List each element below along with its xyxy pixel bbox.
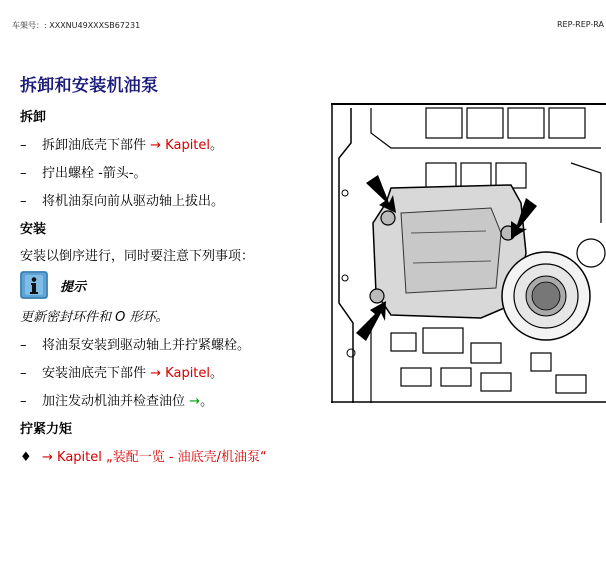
torque-item [20,446,267,465]
removal-heading: 拆卸 [20,110,47,125]
install-intro: 安装以倒序进行，同时要注意下列事项： [20,249,255,264]
torque-link[interactable]: → Kapitel „装配一览 - 油底壳/机油泵“ [42,450,267,465]
step-text: 将油泵安装到驱动轴上并拧紧螺栓。 [42,338,251,353]
step-text: 加注发动机油并检查油位 [42,394,186,409]
install-step-1 [20,334,250,353]
arrow-link[interactable]: → [189,394,201,409]
step-text: 安装油底壳下部件 [42,366,147,381]
step-end: 。 [200,394,214,409]
dash-marker: – [20,194,27,209]
note-label: 提示 [60,280,87,295]
torque-heading: 拧紧力矩 [20,422,73,437]
step-end: 。 [210,366,224,381]
kapitel-link[interactable]: → Kapitel [150,138,211,153]
oil-pump-diagram [331,103,606,403]
step-text: 拆卸油底壳下部件 [42,138,147,153]
removal-step-1 [20,134,223,153]
removal-step-3 [20,190,224,209]
kapitel-link[interactable]: → Kapitel [150,366,211,381]
note-text: 更新密封环件和 O 形环。 [20,310,169,325]
step-text: 拧出螺栓 -箭头-。 [42,166,147,181]
dash-marker: – [20,138,27,153]
info-icon [20,271,48,299]
step-end: 。 [210,138,224,153]
install-heading: 安装 [20,222,47,237]
bullet-marker: ♦ [20,450,32,465]
dash-marker: – [20,338,27,353]
install-step-2 [20,362,223,381]
step-text: 将机油泵向前从驱动轴上拔出。 [42,194,225,209]
dash-marker: – [20,394,27,409]
removal-step-2 [20,162,147,181]
dash-marker: – [20,366,27,381]
doc-code-header: REP-REP-RA [556,20,604,29]
page-title: 拆卸和安装机油泵 [20,76,159,96]
dash-marker: – [20,166,27,181]
vin-header: 车架号：: XXXNU49XXXSB67231 [12,21,141,30]
install-step-3 [20,390,213,409]
